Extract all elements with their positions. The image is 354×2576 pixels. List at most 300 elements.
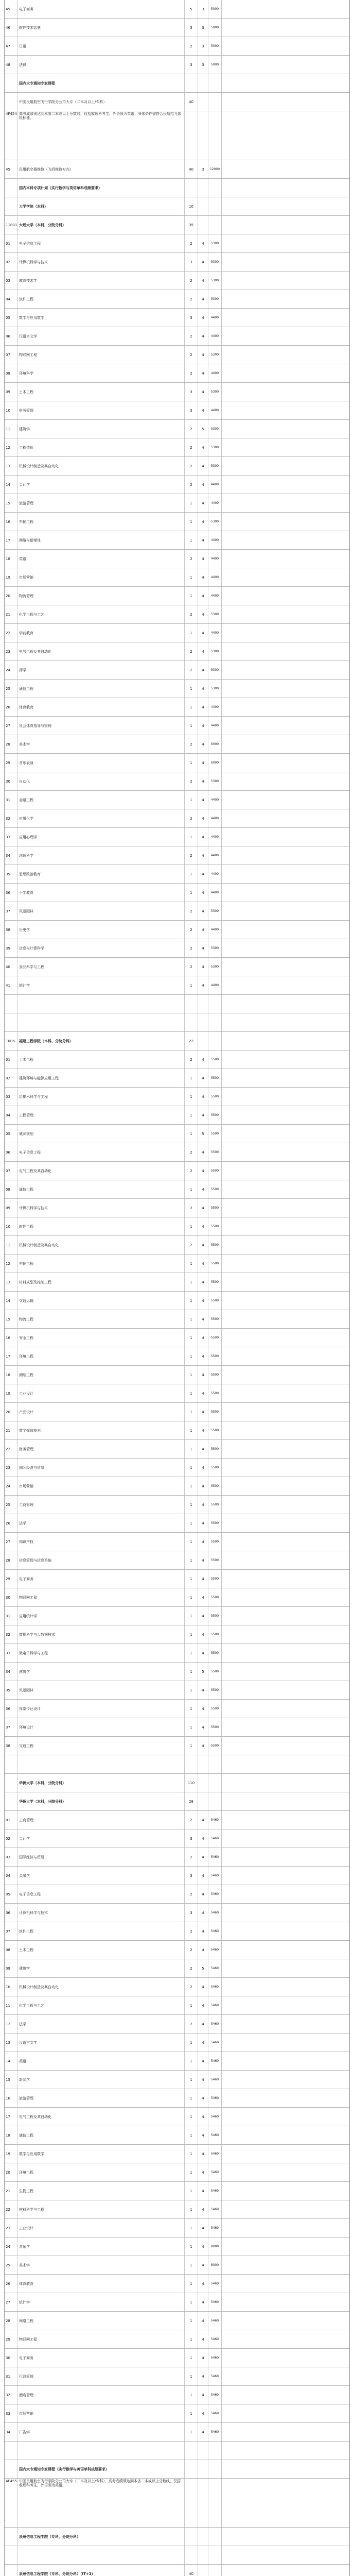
table-row [5,1366,349,1384]
row-duration [198,197,208,215]
row-fee: 5500 [208,1570,222,1588]
row-remark [222,2312,349,2330]
table-row [5,1700,349,1718]
row-fee: 5000 [208,56,222,74]
row-code [5,74,18,92]
row-count: 1 [185,884,198,902]
row-name: 机械设计制造及其自动化 [18,457,185,475]
row-name: 历史学 [18,921,185,939]
row-fee: 5300 [208,939,222,957]
row-remark [222,74,349,92]
row-code: 20 [5,587,18,605]
row-name: 建筑学 [18,1959,185,1977]
table-row [5,1106,349,1125]
row-code: 24 [5,2238,18,2256]
row-name: 新闻学 [18,2071,185,2089]
row-fee: 5500 [208,1106,222,1124]
row-count: 2 [185,772,198,790]
row-name: 微电子科学与工程 [18,1644,185,1662]
row-name: 财务管理 [18,401,185,419]
row-name: 电气工程及其自动化 [18,642,185,660]
row-name: 国内大专通知专家课程（实行数学与英语单科成绩要求） [18,2460,185,2478]
row-duration [198,2546,208,2564]
row-code: 25 [5,680,18,698]
row-count: 2 [185,1199,198,1217]
row-duration: 4 [198,605,208,623]
table-row [5,605,349,624]
row-count: 1 [185,513,198,531]
row-code: 21 [5,1421,18,1439]
row-name: 数学与应用数学 [18,2145,185,2163]
row-duration: 4 [198,531,208,549]
row-count: 1 [185,2349,198,2367]
row-remark [222,642,349,660]
table-row [5,1459,349,1477]
row-duration: 4 [198,1199,208,1217]
table-row [5,865,349,884]
row-duration [198,2528,208,2546]
row-count: 3 [185,1904,198,1922]
row-name: 法学 [18,2015,185,2033]
row-duration: 4 [198,2108,208,2126]
row-remark [222,1829,349,1848]
row-count [185,74,198,92]
row-count: 2 [185,661,198,679]
table-row [5,2126,349,2145]
row-code: 02 [5,253,18,271]
table-row [5,234,349,253]
row-duration: 4 [198,2200,208,2218]
row-count: 1 [185,1477,198,1495]
row-remark [222,680,349,698]
table-row [5,2312,349,2330]
row-count: 10 [185,197,198,215]
row-duration: 4 [198,1069,208,1087]
row-name: 泉州信息工程学院（专科，分院分科）（IT+3） [18,2565,185,2576]
row-remark [222,513,349,531]
row-code: 24 [5,1477,18,1495]
row-count: 1 [185,976,198,994]
row-duration: 4 [198,2275,208,2293]
row-fee [208,1755,222,1773]
row-count: 1 [185,1607,198,1625]
row-code: 35 [5,1681,18,1699]
row-code: 27 [5,717,18,735]
row-name: 工程造价 [18,438,185,456]
row-code: 23 [5,2219,18,2237]
row-code: 01 [5,1811,18,1829]
row-fee: 4400 [208,976,222,994]
row-code: 20 [5,2163,18,2181]
row-name: 通信工程 [18,680,185,698]
row-fee: 5500 [208,1700,222,1718]
row-code: 4F454 [5,111,18,160]
row-fee: 5460 [208,2052,222,2070]
row-code: 18 [5,2126,18,2144]
row-duration: 4 [198,661,208,679]
table-row [5,568,349,587]
row-name: 工程管理 [18,1106,185,1124]
row-fee: 5460 [208,1848,222,1866]
row-code: 37 [5,902,18,920]
row-remark [222,939,349,957]
row-fee: 5460 [208,1922,222,1940]
table-row [5,2219,349,2238]
row-code: 15 [5,1310,18,1328]
row-duration: 4 [198,457,208,475]
row-fee: 5500 [208,1607,222,1625]
row-name: 市场营销 [18,568,185,586]
table-row [5,2182,349,2200]
row-duration [198,1013,208,1031]
row-count: 1 [185,1551,198,1569]
row-fee: 5460 [208,1829,222,1848]
row-name: 计算机科学与技术 [18,1199,185,1217]
row-code: 20 [5,1403,18,1421]
row-name [18,1013,185,1031]
row-count: 1 [185,1996,198,2014]
row-fee: 4400 [208,531,222,549]
table-row [5,2275,349,2293]
row-duration: 4 [198,1811,208,1829]
row-fee [208,74,222,92]
row-code [5,2565,18,2576]
row-name: 产品设计 [18,1403,185,1421]
table-row [5,2349,349,2367]
row-name: 电子信息工程 [18,234,185,252]
row-duration: 4 [198,2145,208,2163]
row-count: 1 [185,1384,198,1402]
row-fee: 5500 [208,1273,222,1291]
table-group-row [5,179,349,197]
row-duration: 4 [198,642,208,660]
table-row [5,56,349,74]
row-duration: 4 [198,1403,208,1421]
table-row [5,1607,349,1625]
row-name: 国内本科专项计划（实行数学与英语单科成绩要求） [18,179,185,197]
row-code: 14 [5,1292,18,1310]
row-code: 45 [5,160,18,178]
row-name: 高考成绩须达到本省二本或以上分数线，仅招收理科考生，外语须为英语；身体条件需符合民航招飞体检标准。 [18,111,185,160]
row-duration: 4 [198,2293,208,2311]
row-duration: 4 [198,2312,208,2330]
row-duration [198,111,208,160]
row-code: 01 [5,1050,18,1069]
row-count: 2 [185,476,198,494]
row-name: 交通工程 [18,1737,185,1755]
row-name: 电气工程及其自动化 [18,2108,185,2126]
row-count: 2 [185,438,198,456]
table-row [5,1663,349,1681]
row-count: 28 [185,1792,198,1810]
row-name: 旅游管理 [18,2089,185,2107]
row-count: 1 [185,1292,198,1310]
row-count: 2 [185,234,198,252]
row-remark [222,1533,349,1551]
row-code: 22 [5,624,18,642]
row-code: 32 [5,2386,18,2404]
row-fee: 6000 [208,754,222,772]
row-code: 34 [5,1663,18,1681]
row-count: 2 [185,921,198,939]
row-code: 47 [5,37,18,55]
row-duration: 4 [198,2386,208,2404]
row-code: 34 [5,2423,18,2441]
row-duration: 4 [198,921,208,939]
row-duration: 4 [198,1329,208,1347]
table-group-row [5,995,349,1013]
row-fee: 4400 [208,717,222,735]
row-remark [222,1088,349,1106]
row-duration: 4 [198,1273,208,1291]
row-fee: 5460 [208,1996,222,2014]
row-code: 12 [5,1255,18,1273]
row-fee: 5460 [208,2015,222,2033]
row-name: 电子商务 [18,0,185,18]
row-remark [222,865,349,883]
row-count: 1 [185,1718,198,1736]
row-duration: 4 [198,1347,208,1365]
row-count: 40 [185,93,198,111]
row-name: 中国民用航空飞行学院分公司大专（二本及以上/专科），高考成绩须达到本省二本或以上分数线，仅招收理科考生，外语须为英语。 [18,2479,185,2527]
row-code [5,1013,18,1031]
row-fee: 5460 [208,2423,222,2441]
row-fee: 5500 [208,1477,222,1495]
table-row [5,1551,349,1570]
row-remark [222,2404,349,2422]
row-name: 自动化 [18,772,185,790]
table-row [5,754,349,772]
row-fee: 5300 [208,420,222,438]
row-name: 材料成型及控制工程 [18,1273,185,1291]
row-name: 物联网工程 [18,346,185,364]
row-code [5,1774,18,1792]
row-fee: 5300 [208,513,222,531]
row-remark [222,1496,349,1514]
table-row [5,1959,349,1978]
row-name: 华侨大学（本科，分院分科） [18,1774,185,1792]
row-duration: 4 [198,1700,208,1718]
row-name: 市场营销 [18,2404,185,2422]
row-name: 地理科学 [18,846,185,865]
row-count: 1 [185,2256,198,2274]
row-remark [222,2423,349,2441]
row-duration [198,93,208,111]
row-name: 统计学 [18,2293,185,2311]
row-code: 18 [5,1366,18,1384]
row-remark [222,1125,349,1143]
row-count: 2 [185,1143,198,1161]
row-duration: 4 [198,828,208,846]
row-name: 土木工程 [18,383,185,401]
table-row [5,1384,349,1403]
table-row [5,735,349,754]
row-remark [222,253,349,271]
row-count: 1 [185,1700,198,1718]
row-duration: 4 [198,1885,208,1903]
row-code: 12 [5,2015,18,2033]
row-name: 机械设计制造及其自动化 [18,1978,185,1996]
table-row [5,587,349,605]
row-remark [222,1663,349,1681]
row-fee: 4400 [208,791,222,809]
row-remark [222,995,349,1013]
row-count [185,2442,198,2460]
row-duration: 5 [198,1959,208,1977]
row-count: 1 [185,1088,198,1106]
row-duration: 4 [198,1088,208,1106]
row-fee: 5500 [208,1050,222,1069]
row-code [5,1755,18,1773]
row-remark [222,1421,349,1439]
row-remark [222,1941,349,1959]
row-fee [208,1774,222,1792]
row-name: 日语 [18,37,185,55]
row-count: 1 [185,2182,198,2200]
row-fee: 4400 [208,921,222,939]
row-remark [222,661,349,679]
row-count: 2 [185,846,198,865]
row-name: 环境工程 [18,2163,185,2181]
row-count: 1 [185,2330,198,2348]
row-name: 财务管理 [18,1440,185,1458]
row-remark [222,346,349,364]
row-remark [222,420,349,438]
row-count: 1 [185,2126,198,2144]
row-duration [198,1755,208,1773]
row-code: 19 [5,2145,18,2163]
row-remark [222,587,349,605]
table-row [5,1273,349,1292]
row-remark [222,2071,349,2089]
row-name: 工商管理 [18,1496,185,1514]
row-remark [222,1273,349,1291]
row-code [5,995,18,1013]
table-row [5,1533,349,1551]
table-row [5,1941,349,1959]
row-count: 1 [185,1644,198,1662]
table-row [5,958,349,976]
table-row [5,809,349,828]
row-remark [222,1792,349,1810]
row-remark [222,754,349,772]
row-remark [222,1922,349,1940]
row-count: 1 [185,1273,198,1291]
row-fee: 5460 [208,2367,222,2385]
row-fee: 5500 [208,1496,222,1514]
row-count: 1 [185,754,198,772]
row-fee: 5460 [208,2275,222,2293]
row-remark [222,2108,349,2126]
row-name: 数学与应用数学 [18,309,185,327]
row-fee [208,216,222,234]
row-count [185,179,198,197]
row-remark [222,1867,349,1885]
row-count: 2 [185,1811,198,1829]
table-row [5,2330,349,2349]
row-code: 07 [5,346,18,364]
row-fee: 5460 [208,2349,222,2367]
row-fee: 5460 [208,1904,222,1922]
table-row [5,2089,349,2108]
row-count: 3 [185,56,198,74]
row-fee: 4400 [208,309,222,327]
table-row [5,2404,349,2423]
row-code: 16 [5,513,18,531]
table-row [5,494,349,513]
row-count: 1 [185,2404,198,2422]
row-fee: 5000 [208,0,222,18]
row-duration: 4 [198,2071,208,2089]
row-duration: 4 [198,1217,208,1235]
row-fee [208,1792,222,1810]
row-duration: 4 [198,2238,208,2256]
row-duration: 4 [198,1978,208,1996]
row-fee: 5500 [208,1551,222,1569]
row-count: 1 [185,568,198,586]
row-duration: 4 [198,253,208,271]
row-fee [208,111,222,160]
row-duration: 4 [198,1292,208,1310]
row-name [18,995,185,1013]
row-count: 1 [185,1310,198,1328]
row-name: 物流工程 [18,1310,185,1328]
row-duration: 4 [198,809,208,827]
row-code: 09 [5,1959,18,1977]
row-duration: 4 [198,2219,208,2237]
table-group-row [5,2546,349,2565]
row-code: 30 [5,1588,18,1606]
row-fee: 5300 [208,253,222,271]
row-name: 化学工程与工艺 [18,1996,185,2014]
row-count: 1 [185,494,198,512]
row-fee: 5460 [208,1867,222,1885]
row-code: 19 [5,568,18,586]
row-fee: 4400 [208,401,222,419]
row-remark [222,234,349,252]
row-fee: 5300 [208,605,222,623]
row-duration: 3 [198,19,208,37]
table-row [5,1514,349,1533]
row-name: 电子信息工程 [18,1885,185,1903]
row-remark [222,1180,349,1198]
row-name: 应用心理学 [18,828,185,846]
table-row [5,2163,349,2182]
row-count: 1 [185,1440,198,1458]
row-name: 计算机科学与技术 [18,1904,185,1922]
row-fee: 5460 [208,2182,222,2200]
row-code [5,2546,18,2564]
row-name: 学前教育 [18,624,185,642]
row-duration: 4 [198,884,208,902]
table-row [5,2015,349,2033]
row-name: 网络与新媒体 [18,531,185,549]
row-code: 33 [5,1644,18,1662]
row-fee [208,2528,222,2546]
row-code: 26 [5,698,18,716]
row-name: 知识产权 [18,1533,185,1551]
row-fee: 5460 [208,2145,222,2163]
row-remark [222,568,349,586]
table-row [5,1403,349,1421]
row-remark [222,958,349,976]
row-code: 08 [5,1941,18,1959]
table-row [5,2256,349,2275]
row-name: 测绘工程 [18,1366,185,1384]
row-fee: 5300 [208,902,222,920]
row-count: 35 [185,216,198,234]
row-count: 1 [185,1421,198,1439]
